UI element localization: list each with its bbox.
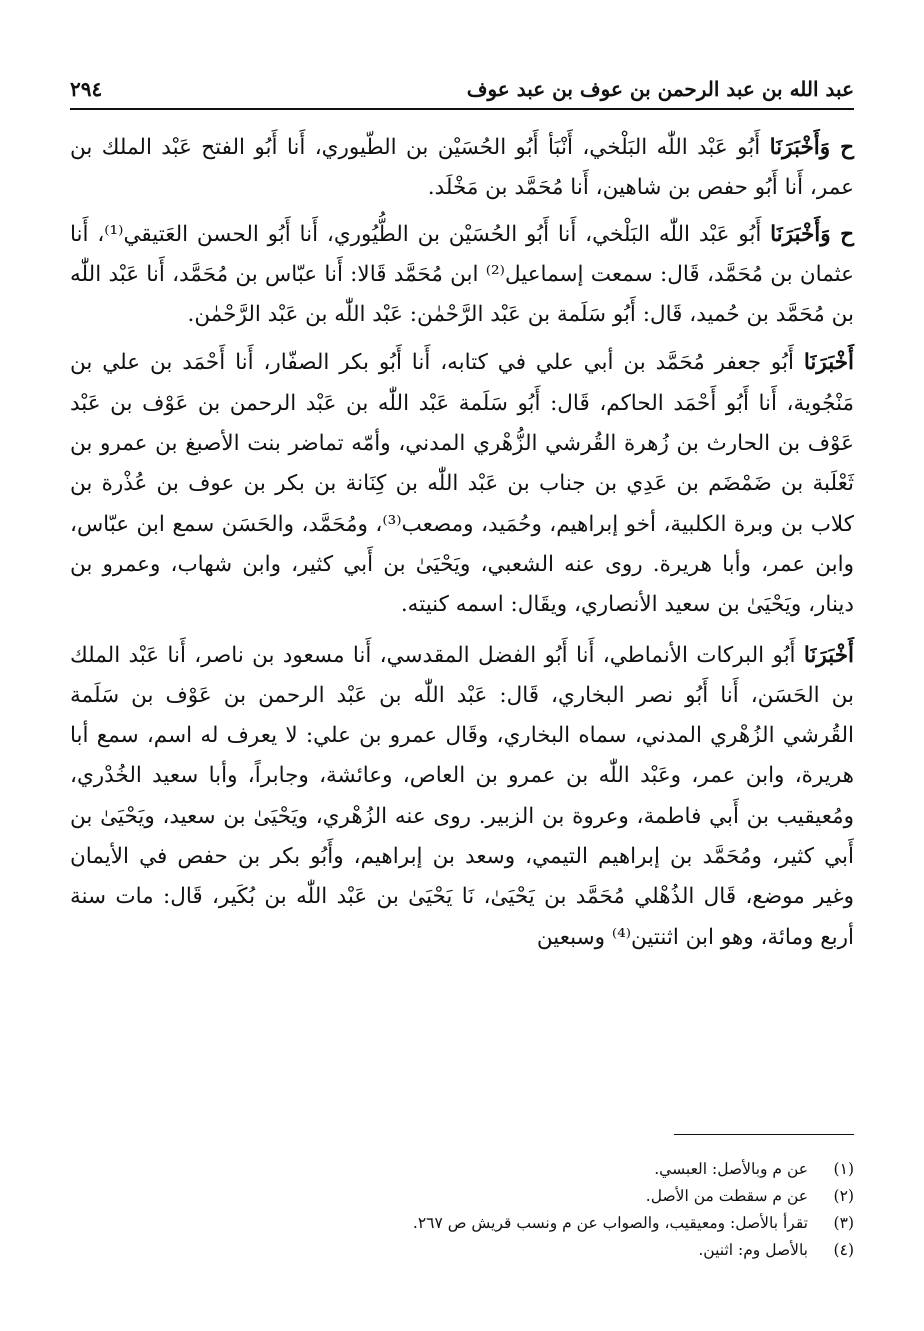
- footnote-text: عن م سقطت من الأصل.: [645, 1187, 808, 1205]
- paragraph-lead: أَخْبَرَنَا: [803, 350, 854, 376]
- page-number: ٢٩٤: [70, 77, 103, 101]
- paragraph-text: أَبُو عَبْد اللّٰه البَلْخي، أَنْبَأ أَبُو الحُسَيْن بن الطّيوري، أَنا أَبُو الفتح عَبْد الملك بن عمر، أَنا أَبُو حفص بن شاهين، أَنا مُحَمَّد بن مَخْلَد.: [70, 135, 854, 201]
- paragraph: [70, 343, 854, 625]
- footnote: [70, 1183, 854, 1210]
- page-header: [70, 74, 854, 104]
- paragraph: [70, 128, 854, 209]
- footnote-number: (٤): [833, 1241, 854, 1259]
- paragraph: [70, 215, 854, 336]
- paragraph-text: أَبُو عَبْد اللّٰه البَلْخي، أَنا أَبُو الحُسَيْن بن الطُّيُوري، أَنا أَبُو الحسن العَتيقي⁽¹⁾، أَنا عثمان بن مُحَمَّد، قَال: سمعت إسماعيل⁽²⁾ ابن مُحَمَّد قَالا: أَنا عبّاس بن مُحَمَّد، أَنا عَبْد اللّٰه بن مُحَمَّد بن حُميد، قَال: أَبُو سَلَمة بن عَبْد الرَّحْمٰن: عَبْد اللّٰه بن عَبْد الرَّحْمٰن.: [70, 221, 854, 328]
- paragraph: [70, 636, 854, 958]
- footnote: [70, 1210, 854, 1237]
- footnotes: [70, 1156, 854, 1264]
- paragraph-lead: ح وَأَخْبَرَنَا: [769, 135, 854, 160]
- paragraph-text: أَبُو البركات الأنماطي، أَنا أَبُو الفضل المقدسي، أَنا مسعود بن ناصر، أَنا عَبْد الملك بن الحَسَن، أَنا أَبُو نصر البخاري، قَال: عَبْد اللّٰه بن عَبْد الرحمن بن عَوْف بن سَلَمة القُرشي الزُهْري المدني، سماه البخاري، وقَال عمرو بن علي: لا يعرف له اسم، سمع أبا هريرة، وابن عمر، وعَبْد اللّٰه بن عمرو بن العاص، وعائشة، وجابراً، وأبا سعيد الخُدْري، ومُعيقيب بن أَبي فاطمة، وعروة بن الزبير. روى عنه الزُهْري، ويَحْيَىٰ بن سعيد، ويَحْيَىٰ بن أَبي كثير، ومُحَمَّد بن إبراهيم التيمي، وسعد بن إبراهيم، وأَبُو بكر بن حفص في الأيمان وغير موضع، قَال الذُهْلي مُحَمَّد بن يَحْيَىٰ، نَا يَحْيَىٰ بن عَبْد اللّٰه بن بُكَير، قَال: مات سنة أربع ومائة، وهو ابن اثنتين⁽⁴⁾ وسبعين: [70, 642, 854, 950]
- paragraph-text: أَبُو جعفر مُحَمَّد بن أبي علي في كتابه، أَنا أَبُو بكر الصفّار، أَنا أَحْمَد بن علي بن مَنْجُوية، أَنا أَبُو أَحْمَد الحاكم، قَال: أَبُو سَلَمة عَبْد اللّٰه بن عَبْد الرحمن بن عَوْف بن عَبْد عَوْف بن الحارث بن زُهرة القُرشي الزُّهْري المدني، وأمّه تماضر بنت الأصبغ بن عمرو بن ثَعْلَبة بن ضَمْضَم بن عَدِي بن جناب بن عَبْد اللّٰه بن كِنَانة بن بكر بن عوف بن عُذْرة بن كلاب بن وبرة الكلبية، أخو إبراهيم، وحُمَيد، ومصعب⁽³⁾، ومُحَمَّد، والحَسَن سمع ابن عبّاس، وابن عمر، وأبا هريرة. روى عنه الشعبي، ويَحْيَىٰ بن أَبي كثير، وابن شهاب، وعمرو بن دينار، ويَحْيَىٰ بن سعيد الأنصاري، ويقَال: اسمه كنيته.: [70, 350, 854, 618]
- footnote-number: (٢): [833, 1187, 854, 1205]
- paragraph-lead: أَخْبَرَنَا: [803, 642, 854, 668]
- footnote-rule: [674, 1134, 854, 1135]
- footnote: [70, 1156, 854, 1183]
- footnote: [70, 1237, 854, 1264]
- footnote-text: بالأصل وم: اثنين.: [698, 1241, 808, 1259]
- footnote-text: تقرأ بالأصل: ومعيقيب، والصواب عن م ونسب قريش ص ٢٦٧.: [412, 1214, 808, 1232]
- footnote-number: (٣): [833, 1214, 854, 1232]
- running-title: عبد الله بن عبد الرحمن بن عوف بن عبد عوف: [466, 77, 854, 101]
- footnote-number: (١): [833, 1160, 854, 1178]
- header-rule: [70, 108, 854, 110]
- main-text: [70, 128, 854, 966]
- footnote-text: عن م وبالأصل: العبسي.: [654, 1160, 808, 1178]
- paragraph-lead: ح وَأَخْبَرَنَا: [770, 221, 854, 247]
